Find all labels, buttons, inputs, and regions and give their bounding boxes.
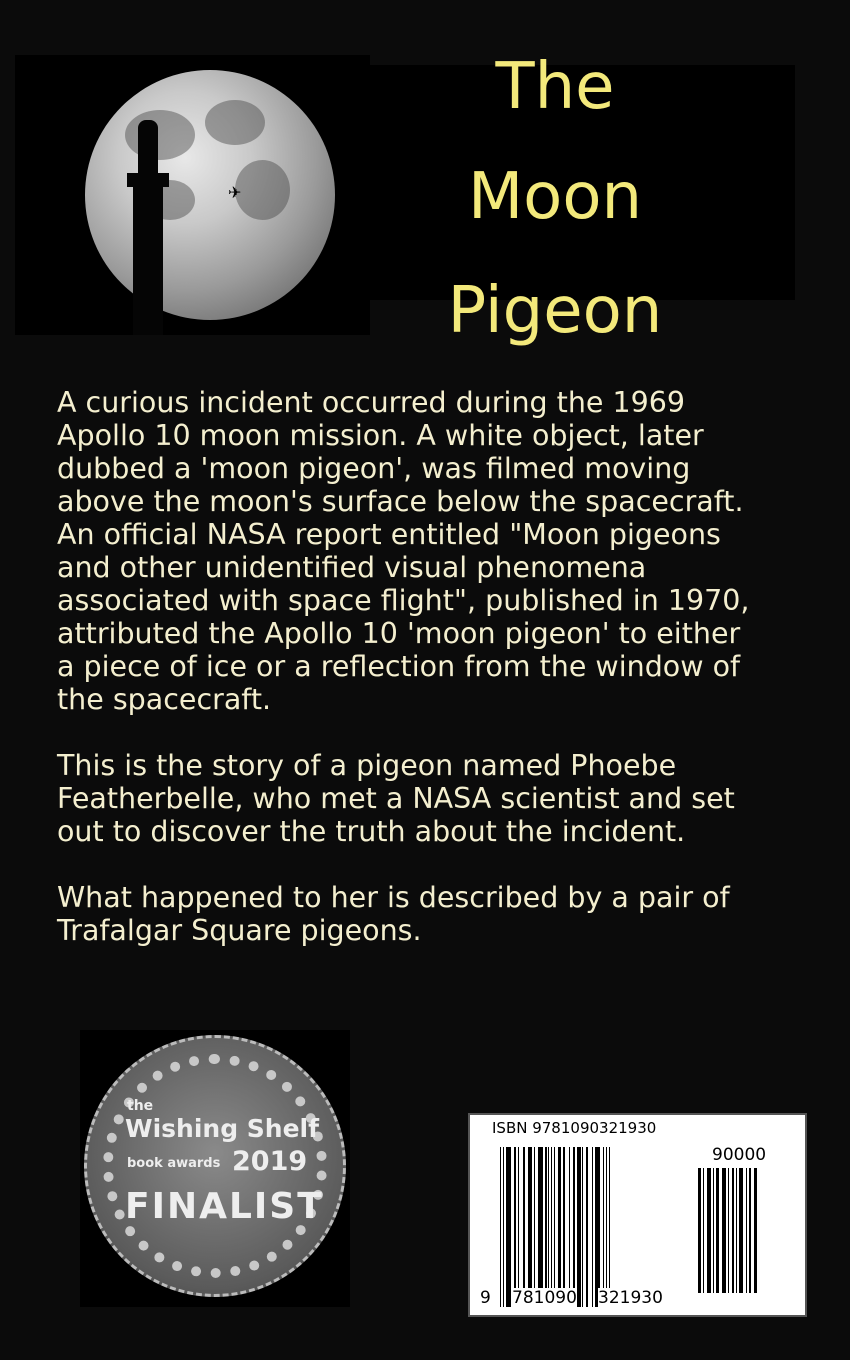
- barcode-bar: [548, 1147, 549, 1307]
- barcode-bar: [558, 1147, 561, 1307]
- blurb-line: This is the story of a pigeon named Phoebe: [57, 749, 677, 782]
- barcode-bar: [506, 1147, 511, 1307]
- moon-illustration: [15, 55, 370, 335]
- column-silhouette: [133, 185, 163, 335]
- statue-silhouette: [138, 120, 158, 176]
- book-title-line-1: The: [495, 50, 615, 124]
- barcode-bars-main: [500, 1147, 680, 1307]
- barcode-bar: [713, 1168, 714, 1293]
- barcode-bar: [749, 1168, 751, 1293]
- barcode-bar: [739, 1168, 743, 1293]
- barcode-bar: [554, 1147, 555, 1307]
- barcode-bar: [528, 1147, 532, 1307]
- barcode-bar: [582, 1147, 583, 1307]
- award-name: Wishing Shelf: [125, 1114, 319, 1143]
- barcode-bar: [514, 1147, 516, 1307]
- book-title-line-2: Moon: [467, 160, 643, 234]
- award-the: the: [127, 1098, 154, 1114]
- barcode-digits-right: 321930: [598, 1288, 663, 1308]
- blurb-line: Featherbelle, who met a NASA scientist and set: [57, 782, 735, 815]
- barcode-bar: [503, 1147, 504, 1307]
- blurb-line: attributed the Apollo 10 'moon pigeon' to either: [57, 617, 741, 650]
- barcode-bar: [609, 1147, 610, 1307]
- award-seal: [84, 1035, 346, 1297]
- barcode-bar: [728, 1168, 729, 1293]
- barcode-digit-first: 9: [480, 1288, 491, 1308]
- barcode-bar: [716, 1168, 719, 1293]
- barcode-bar: [569, 1147, 570, 1307]
- barcode-bar: [586, 1147, 588, 1307]
- barcode-bars-addon: [698, 1168, 788, 1293]
- blurb-paragraph: [57, 881, 837, 947]
- barcode-bar: [545, 1147, 547, 1307]
- book-title-line-3: Pigeon: [447, 274, 663, 348]
- barcode-bar: [698, 1168, 701, 1293]
- blurb-line: What happened to her is described by a pair of: [57, 881, 730, 914]
- barcode-bar: [603, 1147, 604, 1307]
- blurb-text: [57, 386, 837, 980]
- barcode-bar: [732, 1168, 734, 1293]
- barcode-bar: [563, 1147, 565, 1307]
- barcode-bar: [551, 1147, 552, 1307]
- pigeon-silhouette-icon: ✈: [228, 183, 242, 202]
- price-code: 90000: [712, 1145, 767, 1165]
- barcode-bar: [736, 1168, 737, 1293]
- blurb-line: above the moon's surface below the spacecraft.: [57, 485, 744, 518]
- barcode-bar: [707, 1168, 711, 1293]
- award-year: 2019: [232, 1146, 308, 1177]
- barcode-bar: [606, 1147, 607, 1307]
- blurb-line: a piece of ice or a reflection from the window of: [57, 650, 741, 683]
- blurb-line: Apollo 10 moon mission. A white object, later: [57, 419, 704, 452]
- blurb-line: dubbed a 'moon pigeon', was filmed moving: [57, 452, 691, 485]
- blurb-line: and other unidentified visual phenomena: [57, 551, 647, 584]
- barcode-bar: [500, 1147, 501, 1307]
- barcode-digits-left: 781090: [512, 1288, 577, 1308]
- award-status: FINALIST: [125, 1186, 324, 1227]
- barcode-bar: [746, 1168, 747, 1293]
- blurb-line: associated with space flight", published in 1970,: [57, 584, 750, 617]
- blurb-line: A curious incident occurred during the 1969: [57, 386, 686, 419]
- barcode-bar: [754, 1168, 757, 1293]
- barcode-bar: [595, 1147, 600, 1307]
- blurb-line: Trafalgar Square pigeons.: [57, 914, 422, 947]
- blurb-paragraph: [57, 386, 837, 716]
- barcode-bar: [703, 1168, 704, 1293]
- blurb-line: out to discover the truth about the incident.: [57, 815, 686, 848]
- barcode-bar: [534, 1147, 535, 1307]
- blurb-line: the spacecraft.: [57, 683, 272, 716]
- award-sub: book awards: [127, 1156, 221, 1171]
- barcode-bar: [722, 1168, 726, 1293]
- moon-image: [85, 70, 335, 320]
- barcode-bar: [592, 1147, 593, 1307]
- barcode-bar: [577, 1147, 581, 1307]
- blurb-paragraph: [57, 749, 837, 848]
- barcode-bar: [523, 1147, 525, 1307]
- barcode-bar: [573, 1147, 575, 1307]
- barcode-bar: [538, 1147, 543, 1307]
- isbn-barcode: [468, 1113, 807, 1317]
- blurb-line: An official NASA report entitled "Moon pigeons: [57, 518, 721, 551]
- barcode-bar: [518, 1147, 519, 1307]
- isbn-label: ISBN 9781090321930: [492, 1119, 657, 1137]
